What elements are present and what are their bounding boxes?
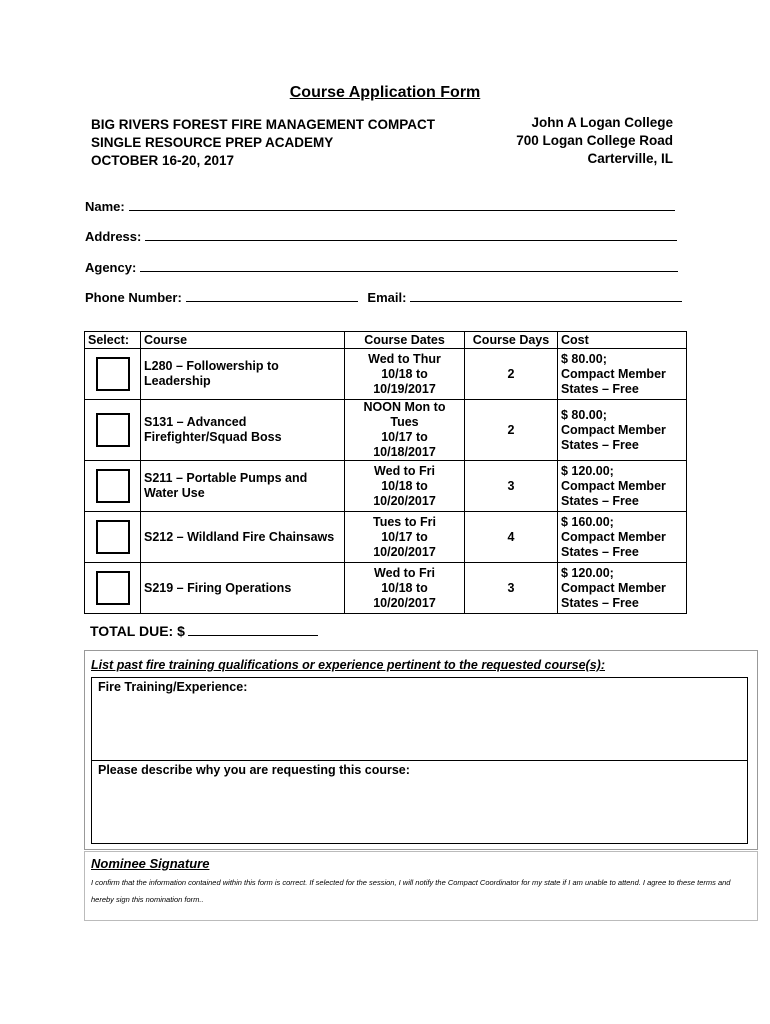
training-label: Fire Training/Experience:: [98, 680, 248, 694]
course-cell: S219 – Firing Operations: [141, 563, 345, 614]
cost-cell: $ 80.00; Compact Member States – Free: [558, 349, 687, 400]
phone-field[interactable]: [186, 289, 358, 302]
email-field[interactable]: [410, 289, 682, 302]
reason-label: Please describe why you are requesting this course:: [98, 763, 410, 777]
name-label: Name:: [85, 199, 125, 214]
days-cell: 3: [465, 563, 558, 614]
course-cell: S212 – Wildland Fire Chainsaws: [141, 512, 345, 563]
select-checkbox[interactable]: [96, 469, 130, 503]
reason-textarea[interactable]: [91, 760, 748, 844]
select-checkbox[interactable]: [96, 520, 130, 554]
header-course: Course: [141, 332, 345, 349]
experience-heading: List past fire training qualifications or experience pertinent to the requested course(s):: [91, 658, 605, 672]
training-textarea[interactable]: [91, 677, 748, 761]
cost-cell: $ 120.00; Compact Member States – Free: [558, 563, 687, 614]
table-row: [85, 563, 687, 614]
days-cell: 2: [465, 349, 558, 400]
address-row: [85, 228, 677, 244]
select-checkbox[interactable]: [96, 413, 130, 447]
header-org: BIG RIVERS FOREST FIRE MANAGEMENT COMPACT: [91, 117, 436, 132]
select-checkbox[interactable]: [96, 357, 130, 391]
dates-cell: Wed to Fri 10/18 to 10/20/2017: [345, 461, 465, 512]
address-field[interactable]: [145, 228, 677, 241]
table-row: [85, 349, 687, 400]
course-cell: S131 – Advanced Firefighter/Squad Boss: [141, 400, 345, 461]
table-row: [85, 400, 687, 461]
header-days: Course Days: [465, 332, 558, 349]
header-college: John A Logan College: [531, 115, 673, 130]
header-academy: SINGLE RESOURCE PREP ACADEMY: [91, 135, 334, 150]
name-row: [85, 198, 675, 214]
header-select: Select:: [85, 332, 141, 349]
dates-cell: Wed to Fri 10/18 to 10/20/2017: [345, 563, 465, 614]
days-cell: 3: [465, 461, 558, 512]
name-field[interactable]: [129, 198, 675, 211]
contact-row: [85, 289, 682, 305]
select-checkbox[interactable]: [96, 571, 130, 605]
header-right: [516, 114, 673, 168]
header-dates: Course Dates: [345, 332, 465, 349]
signature-statement: I confirm that the information contained within this form is correct. If selected for the session, I will notify the Compact Coordinator for my state if I am unable to attend. I agree to these terms and hereby sign this nomination form..: [91, 878, 731, 904]
agency-label: Agency:: [85, 260, 137, 275]
signature-title: Nominee Signature: [91, 856, 210, 871]
table-row: [85, 512, 687, 563]
address-label: Address:: [85, 229, 142, 244]
phone-label: Phone Number:: [85, 290, 182, 305]
cost-cell: $ 120.00; Compact Member States – Free: [558, 461, 687, 512]
agency-field[interactable]: [140, 259, 678, 272]
form-title: Course Application Form: [289, 84, 481, 101]
cost-cell: $ 160.00; Compact Member States – Free: [558, 512, 687, 563]
header-street: 700 Logan College Road: [516, 133, 673, 148]
email-label: Email:: [367, 290, 407, 305]
course-table: [84, 331, 687, 614]
agency-row: [85, 259, 678, 275]
cost-cell: $ 80.00; Compact Member States – Free: [558, 400, 687, 461]
dates-cell: NOON Mon to Tues 10/17 to 10/18/2017: [345, 400, 465, 461]
table-row: [85, 461, 687, 512]
dates-cell: Tues to Fri 10/17 to 10/20/2017: [345, 512, 465, 563]
header-left: [91, 116, 435, 170]
dates-cell: Wed to Thur 10/18 to 10/19/2017: [345, 349, 465, 400]
total-due: [90, 622, 318, 639]
header-cost: Cost: [558, 332, 687, 349]
days-cell: 4: [465, 512, 558, 563]
course-cell: L280 – Followership to Leadership: [141, 349, 345, 400]
total-label: TOTAL DUE: $: [90, 623, 185, 639]
course-cell: S211 – Portable Pumps and Water Use: [141, 461, 345, 512]
days-cell: 2: [465, 400, 558, 461]
header-city: Carterville, IL: [587, 151, 673, 166]
total-field[interactable]: [188, 622, 318, 636]
header-dates: OCTOBER 16-20, 2017: [91, 153, 235, 168]
table-header-row: [85, 332, 687, 349]
